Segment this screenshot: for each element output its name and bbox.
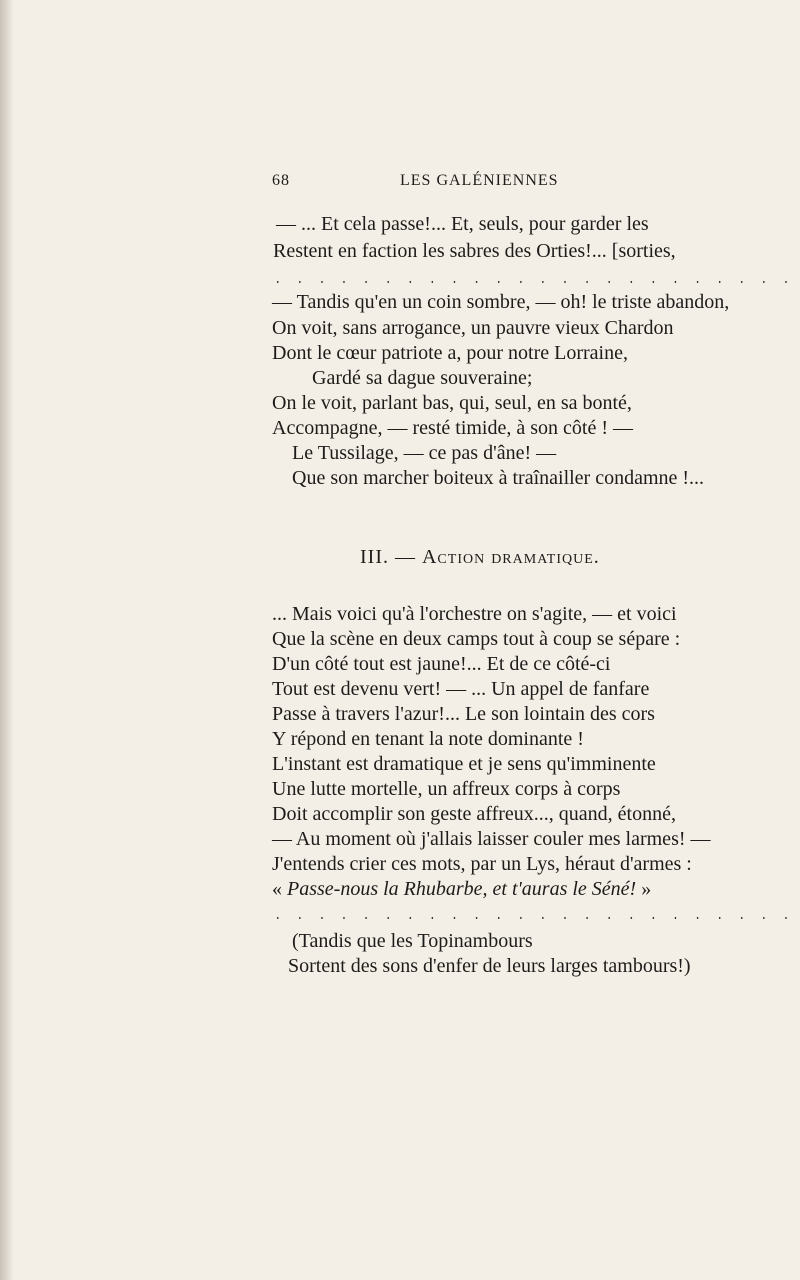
verse-line: Passe à travers l'azur!... Le son lointain des cors — [272, 703, 655, 725]
verse-line: Accompagne, — resté timide, à son côté ! — — [272, 417, 633, 439]
verse-line: Une lutte mortelle, un affreux corps à corps — [272, 778, 621, 800]
page-number: 68 — [272, 172, 290, 189]
verse-line: ... Mais voici qu'à l'orchestre on s'agite, — et voici — [272, 603, 677, 625]
quote-text: Passe-nous la Rhubarbe, et t'auras le Séné! — [287, 878, 637, 900]
quote-line — [272, 877, 651, 901]
verse-line: Que la scène en deux camps tout à coup se sépare : — [272, 628, 681, 650]
ellipsis-row: . . . . . . . . . . . . . . . . . . . . . . . . — [276, 267, 796, 287]
verse-line: J'entends crier ces mots, par un Lys, héraut d'armes : — [272, 853, 692, 875]
verse-line: On voit, sans arrogance, un pauvre vieux Chardon — [272, 317, 674, 339]
verse-line: Y répond en tenant la note dominante ! — [272, 728, 584, 750]
verse-line: — Au moment où j'allais laisser couler mes larmes! — — [272, 828, 711, 850]
verse-line: Gardé sa dague souveraine; — [312, 367, 533, 389]
quote-open-mark: « — [272, 878, 282, 900]
verse-line: Le Tussilage, — ce pas d'âne! — — [292, 442, 557, 464]
section-heading — [360, 546, 600, 569]
running-title: LES GALÉNIENNES — [400, 172, 559, 189]
verse-line: — Tandis qu'en un coin sombre, — oh! le triste abandon, — [272, 291, 730, 313]
verse-line: Tout est devenu vert! — ... Un appel de fanfare — [272, 678, 650, 700]
verse-line: — ... Et cela passe!... Et, seuls, pour garder les — [276, 213, 649, 235]
verse-line: (Tandis que les Topinambours — [292, 930, 533, 952]
section-title: Action dramatique. — [421, 546, 600, 568]
verse-line: Dont le cœur patriote a, pour notre Lorraine, — [272, 342, 628, 364]
verse-line: Sortent des sons d'enfer de leurs larges tambours!) — [288, 955, 691, 977]
verse-line: On le voit, parlant bas, qui, seul, en sa bonté, — [272, 392, 632, 414]
quote-close-mark: » — [641, 878, 652, 900]
verse-line: L'instant est dramatique et je sens qu'imminente — [272, 753, 656, 775]
section-numeral: III. — — [360, 546, 416, 568]
verse-line: Doit accomplir son geste affreux..., quand, étonné, — [272, 803, 676, 825]
ellipsis-row: . . . . . . . . . . . . . . . . . . . . . . . . — [276, 903, 796, 923]
verse-line: Restent en faction les sabres des Orties!... [sorties, — [273, 240, 676, 262]
running-header — [0, 172, 800, 194]
verse-line: D'un côté tout est jaune!... Et de ce côté-ci — [272, 653, 611, 675]
verse-line: Que son marcher boiteux à traînailler condamne !... — [292, 467, 705, 489]
